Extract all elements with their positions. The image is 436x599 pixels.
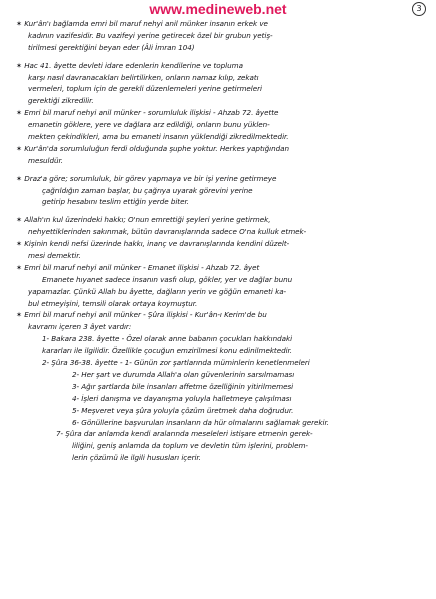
handwritten-notes [6, 18, 430, 464]
note-line: 1- Bakara 238. âyette - Özel olarak anne babanın çocukları hakkındaki [42, 334, 293, 344]
note-line: emanetin göklere, yere ve dağlara arz edildiği, onların bunu yüklen- [28, 120, 270, 130]
note-line: gerektiği zikredilir. [28, 96, 94, 106]
note-line: ✶ Emri bil maruf nehyi anil münker - Emanet ilişkisi - Ahzab 72. âyet [16, 262, 260, 272]
note-line: mekten çekindikleri, ama bu emaneti insanın yüklendiği zikredilmektedir. [28, 132, 289, 142]
note-line: karşı nasıl davranacakları belirtilirken, onların namaz kılıp, zekatı [28, 72, 259, 82]
note-line: 2- Her şart ve durumda Allah'a olan güvenlerinin sarsılmaması [72, 369, 295, 379]
note-line: mesuldür. [28, 155, 63, 165]
note-line: 2- Şûra 36-38. âyette - 1- Günün zor şartlarında müminlerin kenetlenmeleri [42, 358, 310, 368]
note-line: liliğini, geniş anlamda da toplum ve devletin tüm işlerini, problem- [72, 441, 308, 451]
note-line: kadının vazifesidir. Bu vazifeyi yerine getirecek özel bir grubun yetiş- [28, 30, 273, 40]
note-line: 5- Meşveret veya şûra yoluyla çözüm üretmek daha doğrudur. [72, 405, 294, 415]
note-line: ✶ Emri bil maruf nehyi anil münker - Şûra ilişkisi - Kur'ân-ı Kerim'de bu [16, 310, 267, 320]
note-line: kavramı içeren 3 âyet vardır: [28, 322, 132, 332]
note-line: vermeleri, toplum için de gerekli düzenlemeleri yerine getirmeleri [28, 84, 262, 94]
note-line: ✶ Emri bil maruf nehyi anil münker - sorumluluk ilişkisi - Ahzab 72. âyette [16, 108, 279, 118]
note-line: bul etmeyişini, temsili olarak ortaya koymuştur. [28, 298, 198, 308]
page-number: 3 [412, 2, 426, 16]
note-line: ✶ Kur'ân'ı bağlamda emri bil maruf nehyi anil münker insanın erkek ve [16, 19, 268, 28]
note-line: ✶ Kişinin kendi nefsi üzerinde hakkı, inanç ve davranışlarında kendini düzelt- [16, 239, 290, 249]
note-line: lerin çözümü ile ilgili hususları içerir. [72, 453, 201, 463]
note-line: mesi demektir. [28, 251, 81, 261]
note-line: ✶ Allah'ın kul üzerindeki hakkı; O'nun emrettiği şeyleri yerine getirmek, [16, 215, 271, 225]
note-line: getirip hesabını teslim ettiğin yerde biter. [42, 197, 189, 207]
note-line: çağrıldığın zaman başlar, bu çağrıya uyarak görevini yerine [42, 185, 253, 195]
note-line: 7- Şûra dar anlamda kendi aralarında meseleleri istişare etmenin gerek- [56, 429, 313, 439]
note-line: 3- Ağır şartlarda bile insanları affetme özelliğinin yitirilmemesi [72, 381, 294, 391]
note-line: ✶ Draz'a göre; sorumluluk, bir görev yapmaya ve bir işi yerine getirmeye [16, 173, 277, 183]
note-line: kararları ile ilgilidir. Özellikle çocuğun emzirilmesi konu edinilmektedir. [42, 346, 293, 356]
site-watermark: www.medineweb.net [149, 1, 287, 17]
note-line: 6- Gönüllerine başvurulan insanların da hür olmalarını sağlamak gerekir. [72, 417, 329, 427]
note-line: nehyettiklerinden sakınmak, bütün davranışlarında sadece O'na kulluk etmek- [28, 227, 307, 237]
note-line: tirilmesi gerektiğini beyan eder (Âli İmran 104) [28, 42, 195, 52]
note-line: Emanete hıyanet sadece insanın vasfı olup, gökler, yer ve dağlar bunu [42, 274, 293, 284]
note-line: ✶ Kur'ân'da sorumluluğun ferdi olduğunda şuphe yoktur. Herkes yaptığından [16, 143, 289, 153]
note-line: yapamazlar. Çünkü Allah bu âyette, dağların yerin ve göğün emaneti ka- [28, 286, 287, 296]
note-line: ✶ Hac 41. âyette devleti idare edenlerin kendilerine ve topluma [16, 60, 243, 70]
note-line: 4- İşleri danışma ve dayanışma yoluyla halletmeye çalışılması [72, 393, 292, 403]
